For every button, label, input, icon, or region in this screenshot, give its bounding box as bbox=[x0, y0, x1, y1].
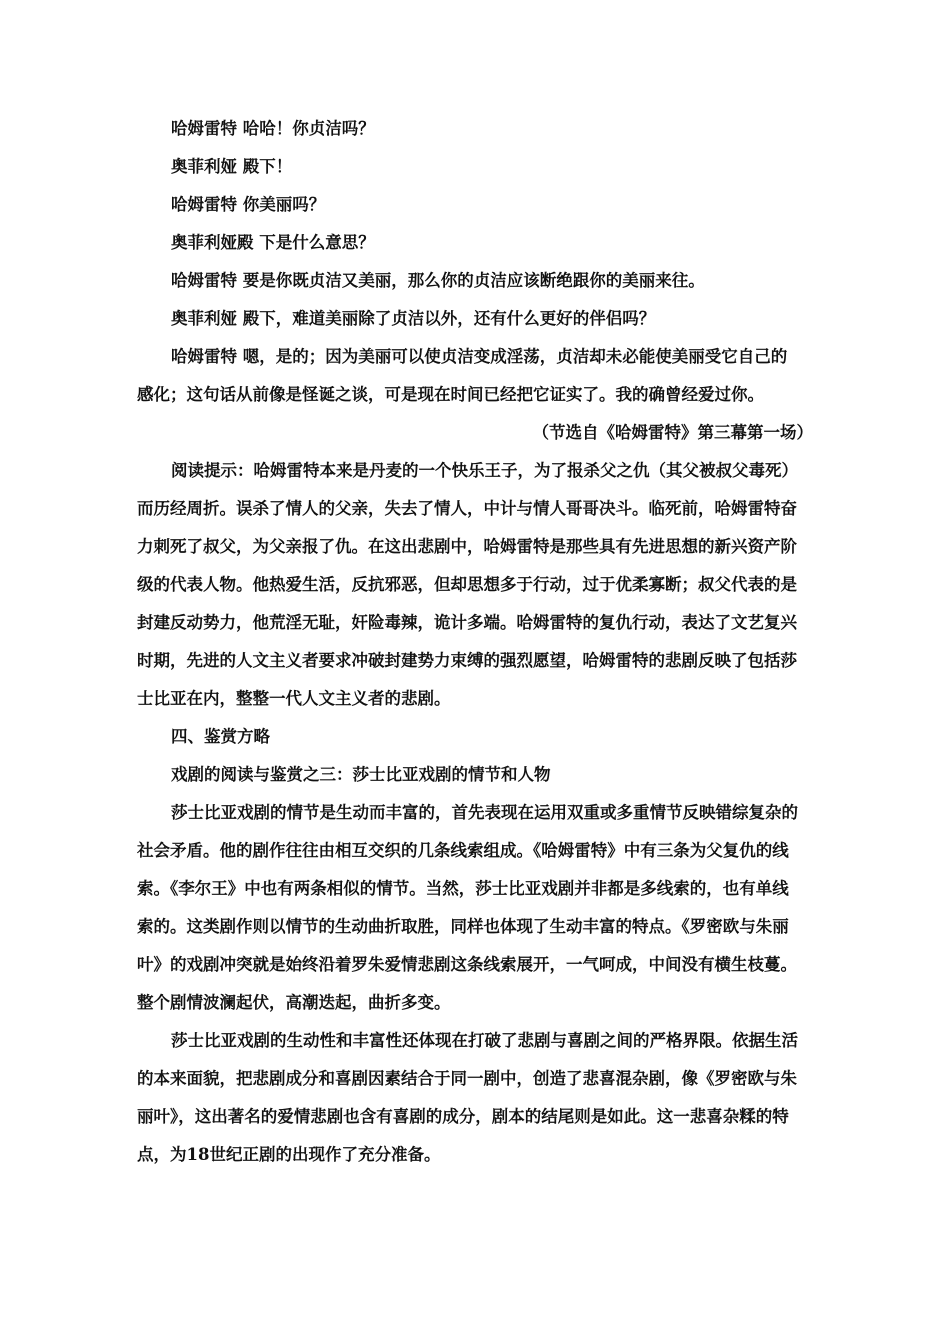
dialogue-line: 奥菲利娅 殿下，难道美丽除了贞洁以外，还有什么更好的伴侣吗？ bbox=[171, 309, 656, 328]
text-line: 莎士比亚戏剧的情节是生动而丰富的，首先表现在运用双重或多重情节反映错综复杂的 bbox=[171, 803, 798, 822]
text-line: 而历经周折。误杀了情人的父亲，失去了情人，中计与情人哥哥决斗。临死前，哈姆雷特奋 bbox=[137, 499, 797, 518]
subheading: 戏剧的阅读与鉴赏之三：莎士比亚戏剧的情节和人物 bbox=[171, 765, 551, 784]
document-page bbox=[137, 110, 813, 1174]
dialogue-line: 奥菲利娅殿 下是什么意思？ bbox=[171, 233, 375, 252]
dialogue-line: 哈姆雷特 你美丽吗？ bbox=[171, 195, 326, 214]
text-line: 士比亚在内，整整一代人文主义者的悲剧。 bbox=[137, 689, 451, 708]
text-line: 的本来面貌，把悲剧成分和喜剧因素结合于同一剧中，创造了悲喜混杂剧，像《罗密欧与朱 bbox=[137, 1069, 797, 1088]
text-line: 力刺死了叔父，为父亲报了仇。在这出悲剧中，哈姆雷特是那些具有先进思想的新兴资产阶 bbox=[137, 537, 797, 556]
paragraph-genre bbox=[137, 1022, 813, 1174]
reading-tip bbox=[137, 452, 813, 718]
text-line: 社会矛盾。他的剧作往往由相互交织的几条线索组成。《哈姆雷特》中有三条为父复仇的线 bbox=[137, 841, 789, 860]
text-line: 丽叶》，这出著名的爱情悲剧也含有喜剧的成分，剧本的结尾则是如此。这一悲喜杂糅的特 bbox=[137, 1107, 789, 1126]
source-citation: （节选自《哈姆雷特》第三幕第一场） bbox=[532, 423, 813, 442]
dialogue-line: 哈姆雷特 哈哈！你贞洁吗？ bbox=[171, 119, 375, 138]
text-line: 级的代表人物。他热爱生活，反抗邪恶，但却思想多于行动，过于优柔寡断；叔父代表的是 bbox=[137, 575, 797, 594]
text-line: 时期，先进的人文主义者要求冲破封建势力束缚的强烈愿望，哈姆雷特的悲剧反映了包括莎 bbox=[137, 651, 797, 670]
section-heading: 四、鉴赏方略 bbox=[171, 727, 270, 746]
text-line: 索。《李尔王》中也有两条相似的情节。当然，莎士比亚戏剧并非都是多线索的，也有单线 bbox=[137, 879, 789, 898]
text-line: 封建反动势力，他荒淫无耻，奸险毒辣，诡计多端。哈姆雷特的复仇行动，表达了文艺复兴 bbox=[137, 613, 797, 632]
paragraph-plot bbox=[137, 794, 813, 1022]
text-line: 点，为18世纪正剧的出现作了充分准备。 bbox=[137, 1145, 441, 1164]
dialogue-line: 哈姆雷特 要是你既贞洁又美丽，那么你的贞洁应该断绝跟你的美丽来往。 bbox=[171, 271, 705, 290]
text-line: 索的。这类剧作则以情节的生动曲折取胜，同样也体现了生动丰富的特点。《罗密欧与朱丽 bbox=[137, 917, 789, 936]
text-line: 阅读提示：哈姆雷特本来是丹麦的一个快乐王子，为了报杀父之仇（其父被叔父毒死） bbox=[171, 461, 798, 480]
dialogue-line: 感化；这句话从前像是怪诞之谈，可是现在时间已经把它证实了。我的确曾经爱过你。 bbox=[137, 385, 764, 404]
dialogue-block bbox=[137, 110, 813, 414]
dialogue-line: 哈姆雷特 嗯，是的；因为美丽可以使贞洁变成淫荡，贞洁却未必能使美丽受它自己的 bbox=[171, 347, 788, 366]
dialogue-line: 奥菲利娅 殿下！ bbox=[171, 157, 293, 176]
text-line: 叶》的戏剧冲突就是始终沿着罗朱爱情悲剧这条线索展开，一气呵成，中间没有横生枝蔓。 bbox=[137, 955, 797, 974]
text-line: 整个剧情波澜起伏，高潮迭起，曲折多变。 bbox=[137, 993, 451, 1012]
text-line: 莎士比亚戏剧的生动性和丰富性还体现在打破了悲剧与喜剧之间的严格界限。依据生活 bbox=[171, 1031, 798, 1050]
